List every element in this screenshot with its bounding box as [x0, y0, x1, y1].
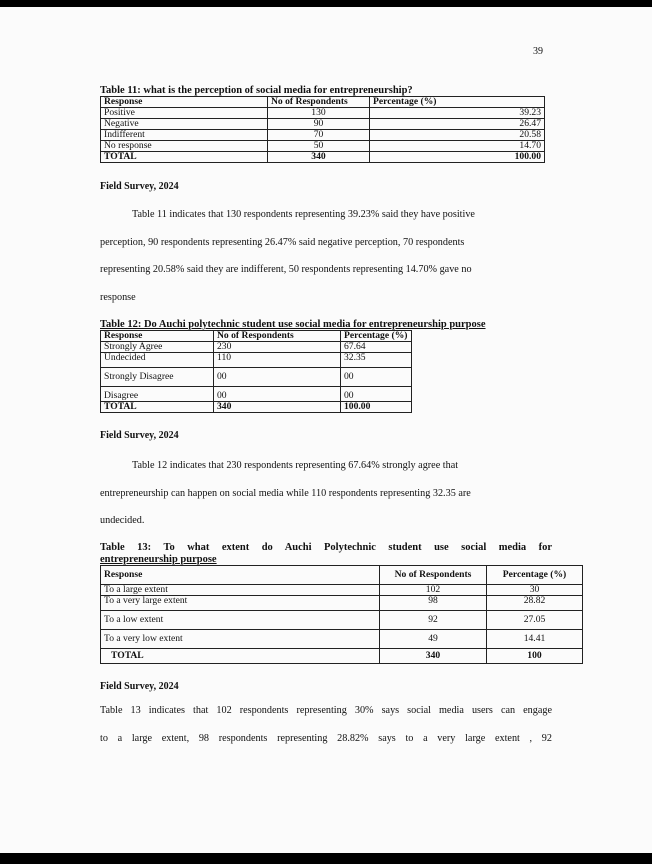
- table-cell: 102: [380, 585, 487, 596]
- table-cell: 70: [268, 130, 370, 141]
- bottom-black-bar: [0, 853, 652, 864]
- table-cell: 39.23: [370, 108, 545, 119]
- table-header-row: [101, 331, 412, 342]
- table13-caption-line1: Table 13: To what extent do Auchi Polytechnic student use social media for: [100, 542, 552, 553]
- table11: [100, 96, 545, 163]
- table-total-row: [101, 649, 583, 664]
- table-header-row: [101, 97, 545, 108]
- table-cell: 90: [268, 119, 370, 130]
- paragraph-line: Table 11 indicates that 130 respondents representing 39.23% said they have positive: [132, 209, 475, 220]
- table-cell: 00: [341, 387, 412, 402]
- paragraph-line: undecided.: [100, 515, 145, 526]
- table-cell: No response: [101, 141, 268, 152]
- paragraph-line: entrepreneurship can happen on social media while 110 respondents representing 32.35 are: [100, 487, 471, 499]
- table-cell: Negative: [101, 119, 268, 130]
- table-cell: 50: [268, 141, 370, 152]
- table-row: [101, 611, 583, 630]
- table-cell: Strongly Agree: [101, 342, 214, 353]
- table-cell: To a very low extent: [101, 630, 380, 649]
- paragraph-line: representing 20.58% said they are indifferent, 50 respondents representing 14.70% gave no: [100, 264, 472, 275]
- table-cell: 340: [268, 152, 370, 163]
- table-header: Percentage (%): [487, 566, 583, 585]
- table-cell: 67.64: [341, 342, 412, 353]
- table-row: [101, 130, 545, 141]
- table-header: No of Respondents: [268, 97, 370, 108]
- table13: [100, 565, 583, 664]
- table13-paragraph: [100, 697, 552, 752]
- table-cell: 100: [487, 649, 583, 664]
- table-header: Response: [101, 331, 214, 342]
- table-row: [101, 368, 412, 387]
- table-row: [101, 119, 545, 130]
- table-cell: 32.35: [341, 353, 412, 368]
- table13-source: Field Survey, 2024: [100, 681, 179, 692]
- table-cell: 230: [214, 342, 341, 353]
- table-cell: 00: [214, 387, 341, 402]
- table-cell: 30: [487, 585, 583, 596]
- table-cell: Undecided: [101, 353, 214, 368]
- table-cell: To a very large extent: [101, 596, 380, 611]
- table-cell: 14.41: [487, 630, 583, 649]
- table-cell: To a large extent: [101, 585, 380, 596]
- table-cell: 130: [268, 108, 370, 119]
- table-header: Response: [101, 97, 268, 108]
- table12-caption: Table 12: Do Auchi polytechnic student use social media for entrepreneurship purpose: [100, 319, 486, 330]
- table-cell: Positive: [101, 108, 268, 119]
- table-cell: 100.00: [341, 402, 412, 413]
- table-cell: 100.00: [370, 152, 545, 163]
- table-cell: 26.47: [370, 119, 545, 130]
- table-total-row: [101, 152, 545, 163]
- table-cell: 340: [380, 649, 487, 664]
- paragraph-line: Table 12 indicates that 230 respondents representing 67.64% strongly agree that: [132, 460, 459, 471]
- table-header: Percentage (%): [370, 97, 545, 108]
- table12: [100, 330, 412, 413]
- table-cell: 14.70: [370, 141, 545, 152]
- table-header-row: [101, 566, 583, 585]
- paragraph-line: response: [100, 291, 136, 303]
- table-header: Response: [101, 566, 380, 585]
- table-cell: 98: [380, 596, 487, 611]
- table-cell: Indifferent: [101, 130, 268, 141]
- table12-source: Field Survey, 2024: [100, 430, 179, 441]
- table-cell: 28.82: [487, 596, 583, 611]
- paragraph-line: perception, 90 respondents representing 26.47% said negative perception, 70 respondents: [100, 236, 465, 248]
- table-cell: 00: [341, 368, 412, 387]
- table-cell: 110: [214, 353, 341, 368]
- table-row: [101, 630, 583, 649]
- page-number: 39: [533, 46, 543, 57]
- table-header: Percentage (%): [341, 331, 412, 342]
- table-cell: 20.58: [370, 130, 545, 141]
- table-cell: 27.05: [487, 611, 583, 630]
- table-cell: TOTAL: [101, 649, 380, 664]
- table-cell: 92: [380, 611, 487, 630]
- document-page: [0, 7, 652, 853]
- table-cell: To a low extent: [101, 611, 380, 630]
- table-total-row: [101, 402, 412, 413]
- table-row: [101, 108, 545, 119]
- table-row: [101, 585, 583, 596]
- table-cell: TOTAL: [101, 402, 214, 413]
- table-row: [101, 596, 583, 611]
- paragraph-line: to a large extent, 98 respondents representing 28.82% says to a very large extent , 92: [100, 732, 552, 744]
- table-cell: 340: [214, 402, 341, 413]
- table-header: No of Respondents: [380, 566, 487, 585]
- table-row: [101, 353, 412, 368]
- table-cell: Disagree: [101, 387, 214, 402]
- paragraph-line: Table 13 indicates that 102 respondents representing 30% says social media users can engage: [100, 705, 552, 716]
- table13-caption-line2: entrepreneurship purpose: [100, 554, 217, 565]
- table12-paragraph: [100, 452, 552, 535]
- table11-source: Field Survey, 2024: [100, 181, 179, 192]
- table-cell: 49: [380, 630, 487, 649]
- table-header: No of Respondents: [214, 331, 341, 342]
- table-row: [101, 342, 412, 353]
- table-cell: TOTAL: [101, 152, 268, 163]
- table-cell: 00: [214, 368, 341, 387]
- table11-caption: Table 11: what is the perception of social media for entrepreneurship?: [100, 85, 413, 96]
- table-row: [101, 141, 545, 152]
- table-row: [101, 387, 412, 402]
- table11-paragraph: [100, 201, 552, 311]
- table-cell: Strongly Disagree: [101, 368, 214, 387]
